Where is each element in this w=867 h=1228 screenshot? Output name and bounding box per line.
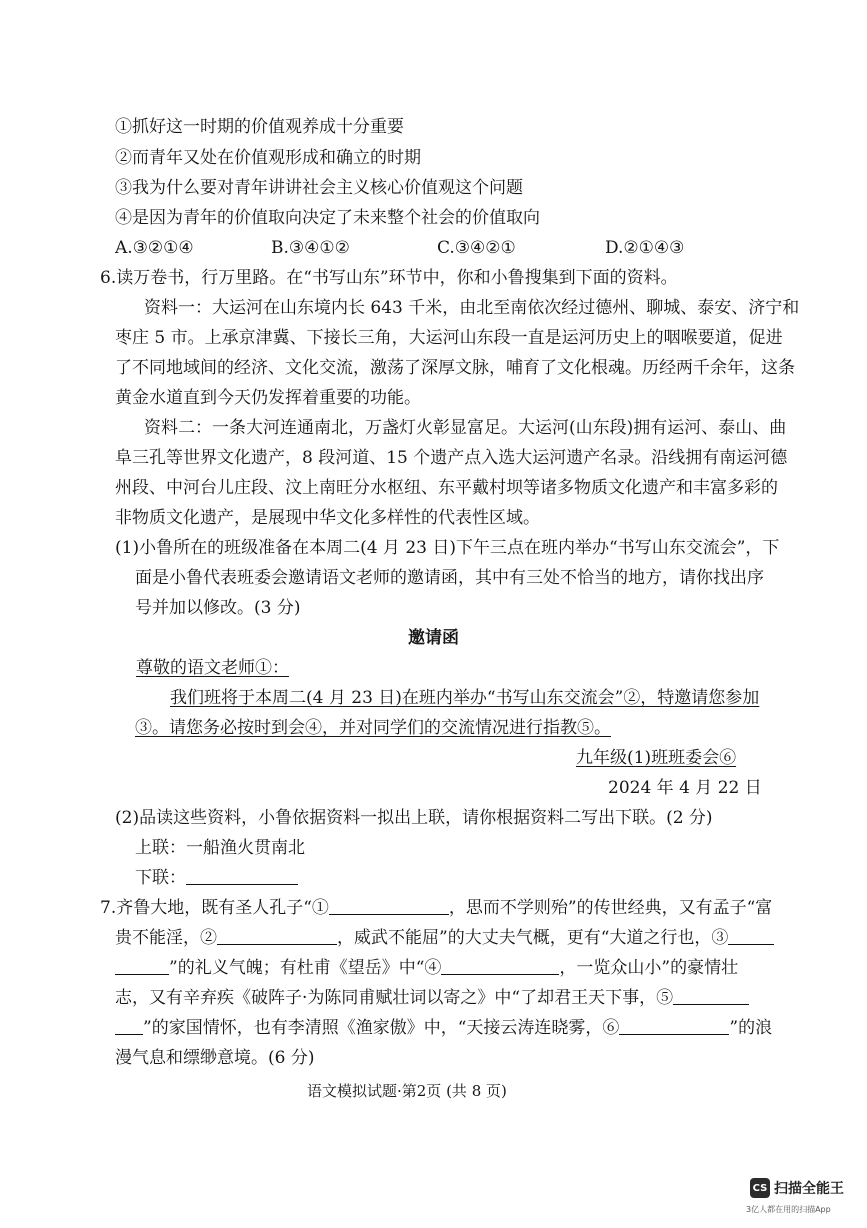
blank-5-end[interactable] (115, 1017, 143, 1035)
blank-5-start[interactable] (673, 987, 749, 1005)
q6-stem: 6.读万卷书，行万里路。在“书写山东”环节中，你和小鲁搜集到下面的资料。 (100, 268, 678, 288)
material2-line3: 州段、中河台儿庄段、汶上南旺分水枢纽、东平戴村坝等诸多物质文化遗产和丰富多彩的 (115, 478, 778, 498)
blank-3-start[interactable] (728, 927, 774, 945)
q7-line3-text-c: ，一览众山小”的豪情壮 (559, 958, 739, 978)
q7-line6: 漫气息和缥缈意境。(6 分) (115, 1048, 315, 1068)
q7-line5-text-c: ”的浪 (729, 1018, 773, 1038)
couplet-lower-label: 下联： (135, 868, 186, 888)
material1-line3: 了不同地域间的经济、文化交流，激荡了深厚文脉，哺育了文化根魂。历经两千余年，这条 (115, 358, 795, 378)
letter-body-line1: 我们班将于本周二(4 月 23 日)在班内举办“书写山东交流会”②，特邀请您参加 (170, 688, 760, 708)
q7-line2-text-b: ，威武不能屈”的大丈夫气概，更有“大道之行也，③ (337, 928, 729, 948)
q7-line2 (115, 927, 774, 949)
couplet-answer-blank[interactable] (186, 867, 298, 885)
letter-greeting: 尊敬的语文老师①： (136, 658, 289, 678)
letter-body-line2: ③。请您务必按时到会④，并对同学们的交流情况进行指教⑤。 (135, 718, 611, 738)
choice-a: A.③②①④ (115, 238, 194, 258)
material1-line4: 黄金水道直到今天仍发挥着重要的功能。 (115, 388, 421, 408)
q7-line2-text-a: 贵不能淫，② (115, 928, 217, 948)
part2-prompt: (2)品读这些资料，小鲁依据资料一拟出上联，请你根据资料二写出下联。(2 分) (115, 808, 713, 828)
q7-line4 (115, 987, 749, 1009)
part1-line1: (1)小鲁所在的班级准备在本周二(4 月 23 日)下午三点在班内举办“书写山东交流会”，下 (115, 538, 780, 558)
q7-line5-text-b: ”的家国情怀，也有李清照《渔家傲》中，“天接云涛连晓雾，⑥ (143, 1018, 620, 1038)
q7-line5 (115, 1017, 772, 1039)
scanner-tagline: 3亿人都在用的扫描App (746, 1205, 831, 1214)
blank-4[interactable] (441, 957, 559, 975)
q7-line1 (100, 897, 772, 919)
q7-line3 (115, 957, 738, 979)
q7-line1-text-b: ，思而不学则殆”的传世经典，又有孟子“富 (448, 898, 773, 918)
letter-title: 邀请函 (408, 628, 459, 648)
material2-line1: 资料二：一条大河连通南北，万盏灯火彰显富足。大运河(山东段)拥有运河、泰山、曲 (144, 418, 787, 438)
option-2: ②而青年又处在价值观形成和确立的时期 (115, 148, 421, 168)
scanner-name: 扫描全能王 (774, 1181, 844, 1197)
scanner-logo (750, 1178, 844, 1198)
option-3: ③我为什么要对青年讲讲社会主义核心价值观这个问题 (115, 178, 523, 198)
choice-b: B.③④①② (271, 238, 350, 258)
blank-3-end[interactable] (115, 957, 169, 975)
q7-line1-text-a: 7.齐鲁大地，既有圣人孔子“① (100, 898, 329, 918)
material2-line2: 阜三孔等世界文化遗产，8 段河道、15 个遗产点入选大运河遗产名录。沿线拥有南运河德 (115, 448, 788, 468)
blank-2[interactable] (217, 927, 337, 945)
q7-line3-text-b: ”的礼义气魄；有杜甫《望岳》中“④ (169, 958, 442, 978)
couplet-lower (135, 867, 298, 889)
q7-line4-text-a: 志，又有辛弃疾《破阵子·为陈同甫赋壮词以寄之》中“了却君王天下事，⑤ (115, 988, 674, 1008)
letter-signature: 九年级(1)班班委会⑥ (576, 748, 737, 768)
choice-c: C.③④②① (437, 238, 516, 258)
option-1: ①抓好这一时期的价值观养成十分重要 (115, 117, 404, 137)
couplet-upper: 上联：一船渔火贯南北 (135, 838, 305, 858)
choice-d: D.②①④③ (605, 238, 685, 258)
material1-line1: 资料一：大运河在山东境内长 643 千米，由北至南依次经过德州、聊城、泰安、济宁和 (144, 298, 800, 318)
cs-logo-icon: CS (750, 1178, 770, 1198)
option-4: ④是因为青年的价值取向决定了未来整个社会的价值取向 (115, 208, 540, 228)
blank-6[interactable] (619, 1017, 729, 1035)
part1-line3: 号并加以修改。(3 分) (135, 598, 301, 618)
letter-date: 2024 年 4 月 22 日 (608, 778, 762, 798)
part1-line2: 面是小鲁代表班委会邀请语文老师的邀请函，其中有三处不恰当的地方，请你找出序 (135, 568, 764, 588)
answer-choices (115, 237, 684, 259)
page-footer: 语文模拟试题·第2页 (共 8 页) (307, 1082, 507, 1100)
material2-line4: 非物质文化遗产，是展现中华文化多样性的代表性区域。 (115, 508, 540, 528)
blank-1[interactable] (329, 897, 449, 915)
material1-line2: 枣庄 5 市。上承京津冀、下接长三角，大运河山东段一直是运河历史上的咽喉要道，促进 (115, 328, 783, 348)
